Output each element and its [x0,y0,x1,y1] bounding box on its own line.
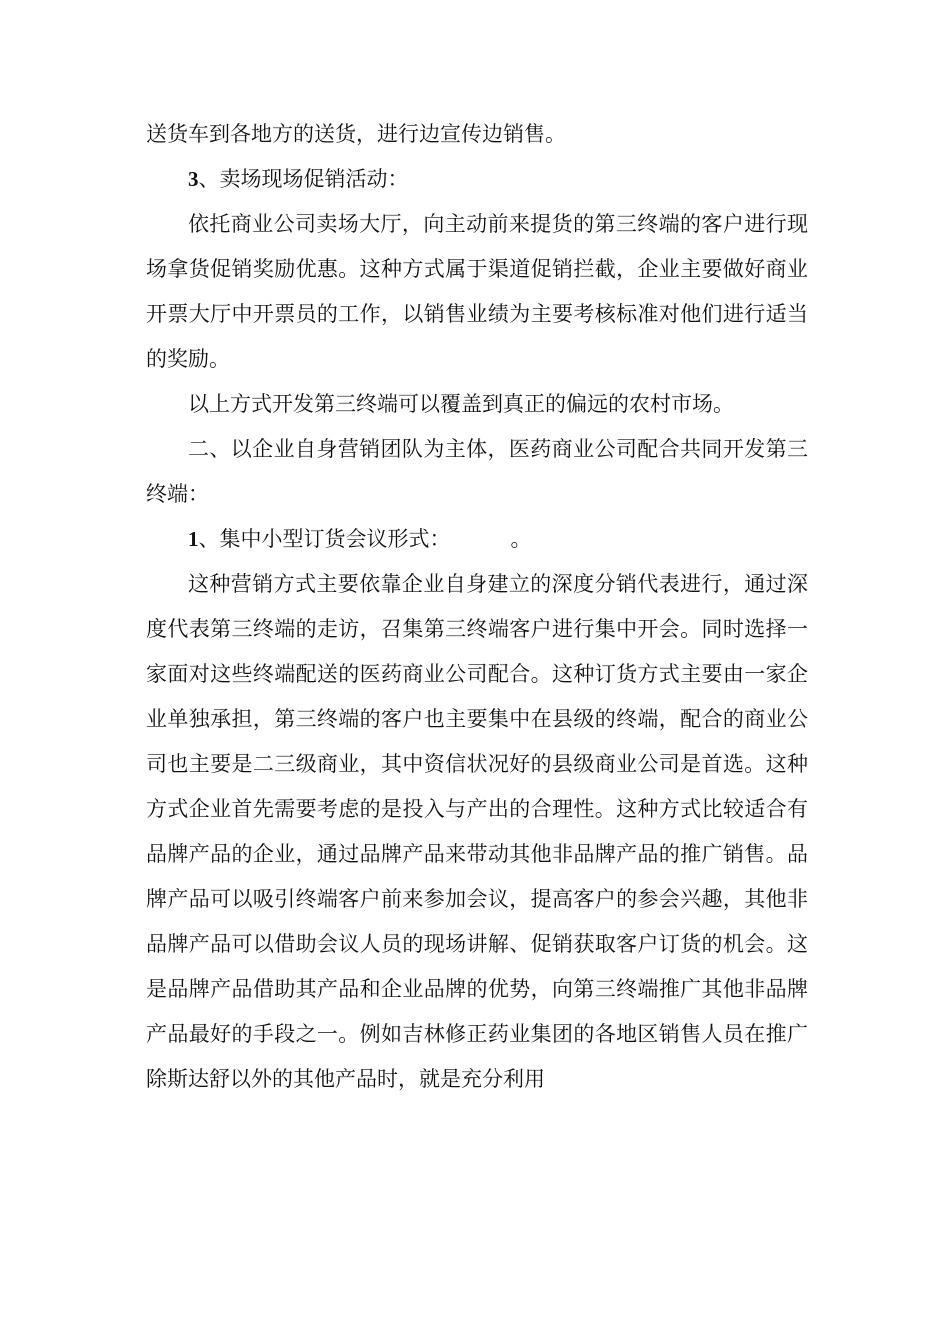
heading-number: 1 [188,527,199,551]
heading-store-promotion [146,157,808,202]
heading-text: 、集中小型订货会议形式： [198,527,451,551]
paragraph-ordering-meeting-detail: 这种营销方式主要依靠企业自身建立的深度分销代表进行，通过深度代表第三终端的走访，召集第三终端客户进行集中开会。同时选择一家面对这些终端配送的医药商业公司配合。这种订货方式主要由一家企业单独承担，第三终端的客户也主要集中在县级的终端，配合的商业公司也主要是二三级商业，其中资信状况好的县级商业公司是首选。这种方式企业首先需要考虑的是投入与产出的合理性。这种方式比较适合有品牌产品的企业，通过品牌产品来带动其他非品牌产品的推广销售。品牌产品可以吸引终端客户前来参加会议，提高客户的参会兴趣，其他非品牌产品可以借助会议人员的现场讲解、促销获取客户订货的机会。这是品牌产品借助其产品和企业品牌的优势，向第三终端推广其他非品牌产品最好的手段之一。例如吉林修正药业集团的各地区销售人员在推广除斯达舒以外的其他产品时，就是充分利用 [146,572,808,1091]
section-heading-team-approach: 二、以企业自身营销团队为主体，医药商业公司配合共同开发第三终端： [146,437,808,506]
document-body [146,112,808,1102]
heading-trailing-mark: 。 [510,527,532,551]
heading-number: 3 [188,167,199,191]
heading-ordering-meeting [146,517,808,562]
paragraph-delivery-promotion: 送货车到各地方的送货，进行边宣传边销售。 [146,122,566,146]
heading-text: 、卖场现场促销活动： [198,167,409,191]
paragraph-summary: 以上方式开发第三终端可以覆盖到真正的偏远的农村市场。 [188,392,734,416]
paragraph-store-promotion-detail: 依托商业公司卖场大厅，向主动前来提货的第三终端的客户进行现场拿货促销奖励优惠。这种方式属于渠道促销拦截，企业主要做好商业开票大厅中开票员的工作，以销售业绩为主要考核标准对他们进行适当的奖励。 [146,212,808,371]
